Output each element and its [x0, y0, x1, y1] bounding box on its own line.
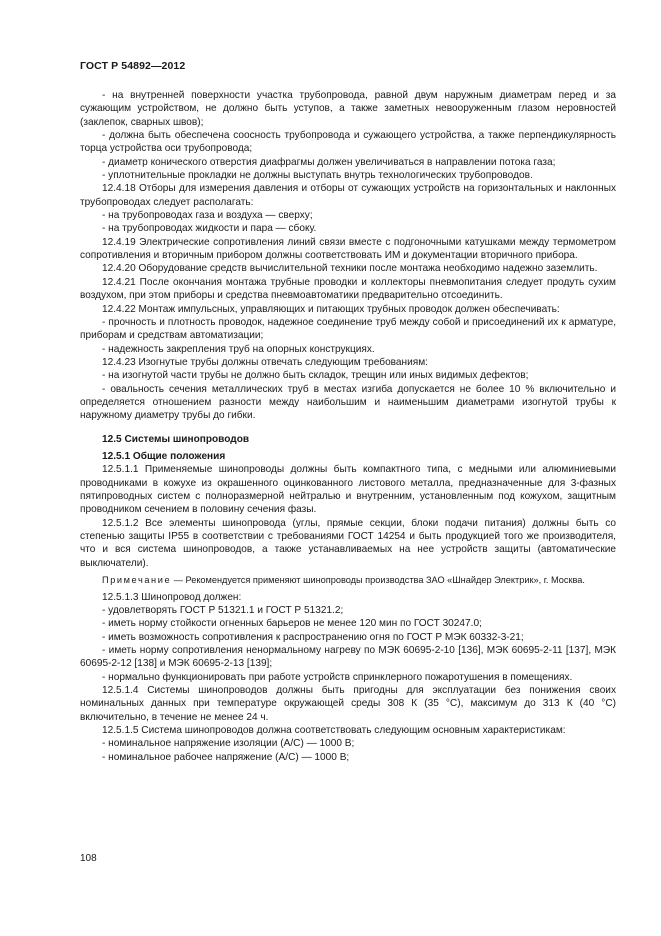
note — [80, 574, 616, 587]
paragraph: - уплотнительные прокладки не должны выступать внутрь технологических трубопроводов. — [102, 170, 533, 182]
paragraph: - номинальное напряжение изоляции (А/С) — 1000 В; — [102, 738, 355, 750]
paragraph: 12.5.1.1 Применяемые шинопроводы должны быть компактного типа, с медными или алюминиевыми проводниками в кожухе из окрашенного оцинкованного листового металла, предназначенные для 3-фазных пятипроводных систем с полноразмерной нейтралью и внутренним, установленным под кожухом, защитным проводником сечением в половину сечения фазы. — [80, 464, 616, 516]
paragraph: - диаметр конического отверстия диафрагмы должен увеличиваться в направлении потока газа; — [102, 156, 556, 168]
paragraph: 12.4.21 После окончания монтажа трубные проводки и коллекторы пневмопитания следует продуть сухим воздухом, при этом приборы и средства пневмоавтоматики предварительно отсоединить. — [80, 276, 616, 302]
paragraph: 12.5.1.5 Система шинопроводов должна соответствовать следующим основным характеристикам: — [102, 724, 566, 736]
paragraph: 12.4.20 Оборудование средств вычислительной техники после монтажа необходимо надежно заземлить. — [102, 263, 598, 275]
subsection-heading: 12.5.1 Общие положения — [102, 450, 226, 462]
paragraph: - иметь возможность сопротивления к распространению огня по ГОСТ Р МЭК 60332-3-21; — [102, 631, 524, 643]
paragraph: - прочность и плотность проводок, надежное соединение труб между собой и присоединений их к арматуре, приборам и средствам автоматизации; — [80, 316, 616, 342]
paragraph: 12.4.18 Отборы для измерения давления и отборы от сужающих устройств на горизонтальных и наклонных трубопроводах следует располагать: — [80, 183, 616, 208]
note-label: Примечание — [102, 575, 172, 586]
paragraph: - на изогнутой части трубы не должно быть складок, трещин или иных видимых дефектов; — [102, 370, 529, 382]
paragraph: 12.5.1.2 Все элементы шинопровода (углы, прямые секции, блоки подачи питания) должны быть со степенью защиты IP55 в соответствии с требованиями ГОСТ 14254 и быть продукцией того же производителя, что и вся система шинопроводов, а также устанавливаемых на нее устройств защиты (автоматические выключатели). — [80, 517, 616, 569]
document-body — [80, 89, 616, 764]
paragraph: - овальность сечения металлических труб в местах изгиба допускается не более 10 % включительно и определяется отношением разности между наибольшим и наименьшим диаметрами изогнутой трубы к наружному диаметру трубы до гибки. — [80, 383, 616, 422]
paragraph: 12.5.1.4 Системы шинопроводов должны быть пригодны для эксплуатации без понижения своих номинальных данных при температуре окружающей среды 308 К (35 °С), максимум до 313 К (40 °С) включительно, в течение не менее 24 ч. — [80, 684, 616, 723]
paragraph: - иметь норму стойкости огненных барьеров не менее 120 мин по ГОСТ 30247.0; — [102, 618, 482, 630]
paragraph: 12.4.23 Изогнутые трубы должны отвечать следующим требованиям: — [102, 356, 428, 368]
paragraph: - иметь норму сопротивления ненормальному нагреву по МЭК 60695-2-10 [136], МЭК 60695-2-11 [137], МЭК 60695-2-12 [138] и МЭК 60695-2-13 [139]; — [80, 644, 616, 670]
section-heading: 12.5 Системы шинопроводов — [102, 433, 250, 445]
document-header: ГОСТ Р 54892—2012 — [80, 60, 186, 72]
paragraph: 12.5.1.3 Шинопровод должен: — [102, 591, 242, 603]
paragraph: - на внутренней поверхности участка трубопровода, равной двум наружным диаметрам перед и за сужающим устройством, не должно быть уступов, а также заметных невооруженным глазом неровностей (заклепок, сварных швов); — [80, 90, 616, 128]
paragraph: - номинальное рабочее напряжение (А/С) — 1000 В; — [102, 751, 350, 763]
paragraph: - должна быть обеспечена соосность трубопровода и сужающего устройства, а также перпендикулярность торца устройства оси трубопровода; — [80, 130, 616, 155]
paragraph: 12.4.19 Электрические сопротивления линий связи вместе с подгоночными катушками между термометром сопротивления и вторичным прибором должны соответствовать ИМ и документации вторичного прибора. — [80, 236, 616, 262]
paragraph: - удовлетворять ГОСТ Р 51321.1 и ГОСТ Р 51321.2; — [102, 604, 344, 616]
paragraph: - нормально функционировать при работе устройств спринклерного пожаротушения в помещениях. — [102, 671, 573, 683]
paragraph: - надежность закрепления труб на опорных конструкциях. — [102, 343, 375, 355]
page-number: 108 — [80, 853, 97, 864]
note-text: — Рекомендуется применяют шинопроводы производства ЗАО «Шнайдер Электрик», г. Москва. — [171, 575, 585, 586]
paragraph: 12.4.22 Монтаж импульсных, управляющих и питающих трубных проводок должен обеспечивать: — [102, 303, 560, 315]
paragraph: - на трубопроводах газа и воздуха — сверху; — [102, 210, 313, 222]
paragraph: - на трубопроводах жидкости и пара — сбоку. — [102, 223, 317, 235]
